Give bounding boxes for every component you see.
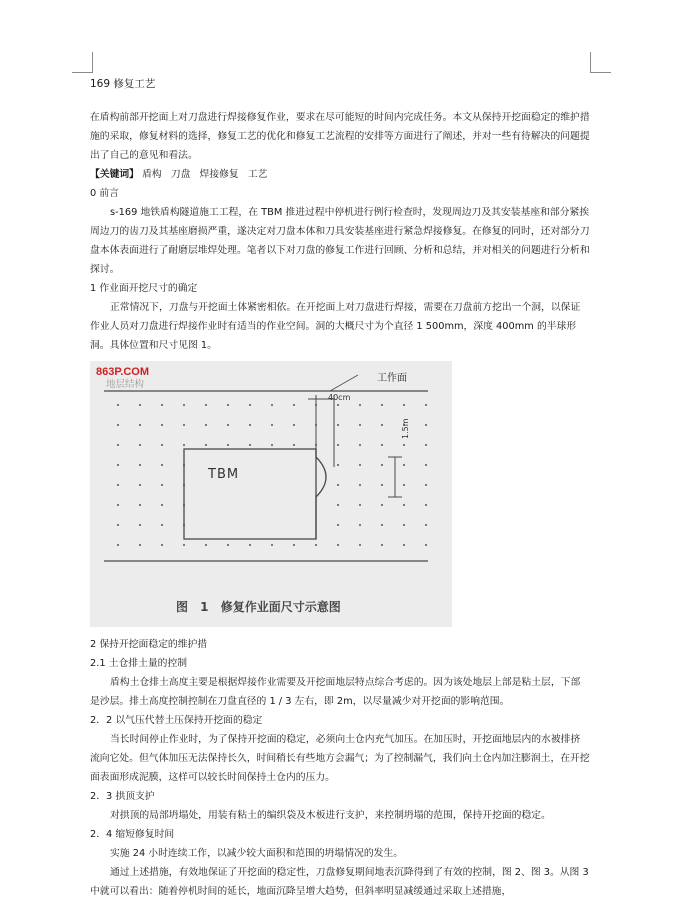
figure-1-caption: 图 1 修复作业面尺寸示意图 (176, 600, 341, 614)
dimension-1-5m-label: 1.5m (401, 418, 410, 439)
section-2-2-paragraph: 当长时间停止作业时，为了保持开挖面的稳定，必须向土仓内充气加压。在加压时，开挖面地层内的水被排挤流向它处。但气体加压无法保持长久，时间稍长有些地方会漏气；为了控制漏气，我们向土仓内加注膨润土，在开挖面表面形成泥膜，这样可以较长时间保持土仓内的压力。 (90, 734, 590, 783)
workface-label: 工作面 (377, 373, 407, 384)
section-2-4-heading: 2．4 缩短修复时间 (90, 829, 175, 840)
section-0-paragraph: s-169 地铁盾构隧道施工工程，在 TBM 推进过程中停机进行例行检查时，发现周边刀及其安装基座和部分紧挨周边刀的齿刀及其基座磨损严重，遂决定对刀盘本体和刀具安装基座进行紧急焊接修复。在修复的同时，还对部分刀盘本体表面进行了耐磨层堆焊处理。笔者以下对刀盘的修复工作进行回顾、分析和总结，并对相关的问题进行分析和探讨。 (90, 207, 590, 275)
running-head: 169 修复工艺 (90, 78, 156, 90)
section-1-heading: 1 作业面开挖尺寸的确定 (90, 283, 198, 294)
section-2-4-paragraph: 实施 24 小时连续工作，以减少较大面积和范围的坍塌情况的发生。 (110, 848, 404, 859)
section-2-3-heading: 2．3 拱顶支护 (90, 791, 155, 802)
section-2-heading: 2 保持开挖面稳定的维护措 (90, 639, 208, 650)
crop-mark-top-left (72, 52, 93, 73)
figure-watermark: 863P.COM (96, 366, 149, 378)
tbm-body (184, 449, 316, 539)
abstract-paragraph: 在盾构前部开挖面上对刀盘进行焊接修复作业，要求在尽可能短的时间内完成任务。本文从保持开挖面稳定的维护措施的采取，修复材料的选择，修复工艺的优化和修复工艺流程的安排等方面进行了阐述，并对一些有待解决的问题提出了自己的意见和看法。 (90, 112, 590, 161)
tbm-label: TBM (208, 467, 240, 482)
figure-1 (90, 361, 452, 627)
figure-1-diagram (90, 361, 452, 627)
section-2-1-heading: 2.1 土仓排土量的控制 (90, 658, 188, 669)
section-2-3-paragraph: 对拱顶的局部坍塌处，用装有粘土的编织袋及木板进行支护，来控制坍塌的范围，保持开挖面的稳定。 (110, 810, 551, 821)
section-2-2-heading: 2．2 以气压代替土压保持开挖面的稳定 (90, 715, 263, 726)
section-2-1-paragraph: 盾构土仓排土高度主要是根据焊接作业需要及开挖面地层特点综合考虑的。因为该处地层上部是粘土层，下部是沙层。排土高度控制控制在刀盘直径的 1 / 3 左右，即 2m，以尽量减少对开挖面的影响范围。 (90, 677, 581, 707)
strata-label: 地层结构 (106, 379, 145, 390)
section-1-paragraph: 正常情况下，刀盘与开挖面土体紧密相依。在开挖面上对刀盘进行焊接，需要在刀盘前方挖出一个洞，以保证作业人员对刀盘进行焊接作业时有适当的作业空间。洞的大概尺寸为个直径 1 500mm，深度 400mm 的半球形洞。具体位置和尺寸见图 1。 (90, 302, 581, 351)
dimension-40cm-label: 40cm (328, 393, 351, 402)
keywords-list: 盾构 刀盘 焊接修复 工艺 (142, 169, 268, 180)
excavation-hole-outline (316, 449, 326, 539)
section-2-4-paragraph-2: 通过上述措施，有效地保证了开挖面的稳定性，刀盘修复期间地表沉降得到了有效的控制，图 2、图 3。从图 3 中就可以看出：随着停机时间的延长，地面沉降呈增大趋势，但斜率明显减缓通过采取上述措施， (90, 867, 589, 897)
crop-mark-top-right (590, 52, 611, 73)
document-body (90, 108, 590, 901)
keywords-label: 【关键词】 (90, 169, 139, 180)
soil-dots (117, 404, 427, 546)
keywords-line (90, 165, 590, 184)
section-0-heading: 0 前言 (90, 188, 119, 199)
